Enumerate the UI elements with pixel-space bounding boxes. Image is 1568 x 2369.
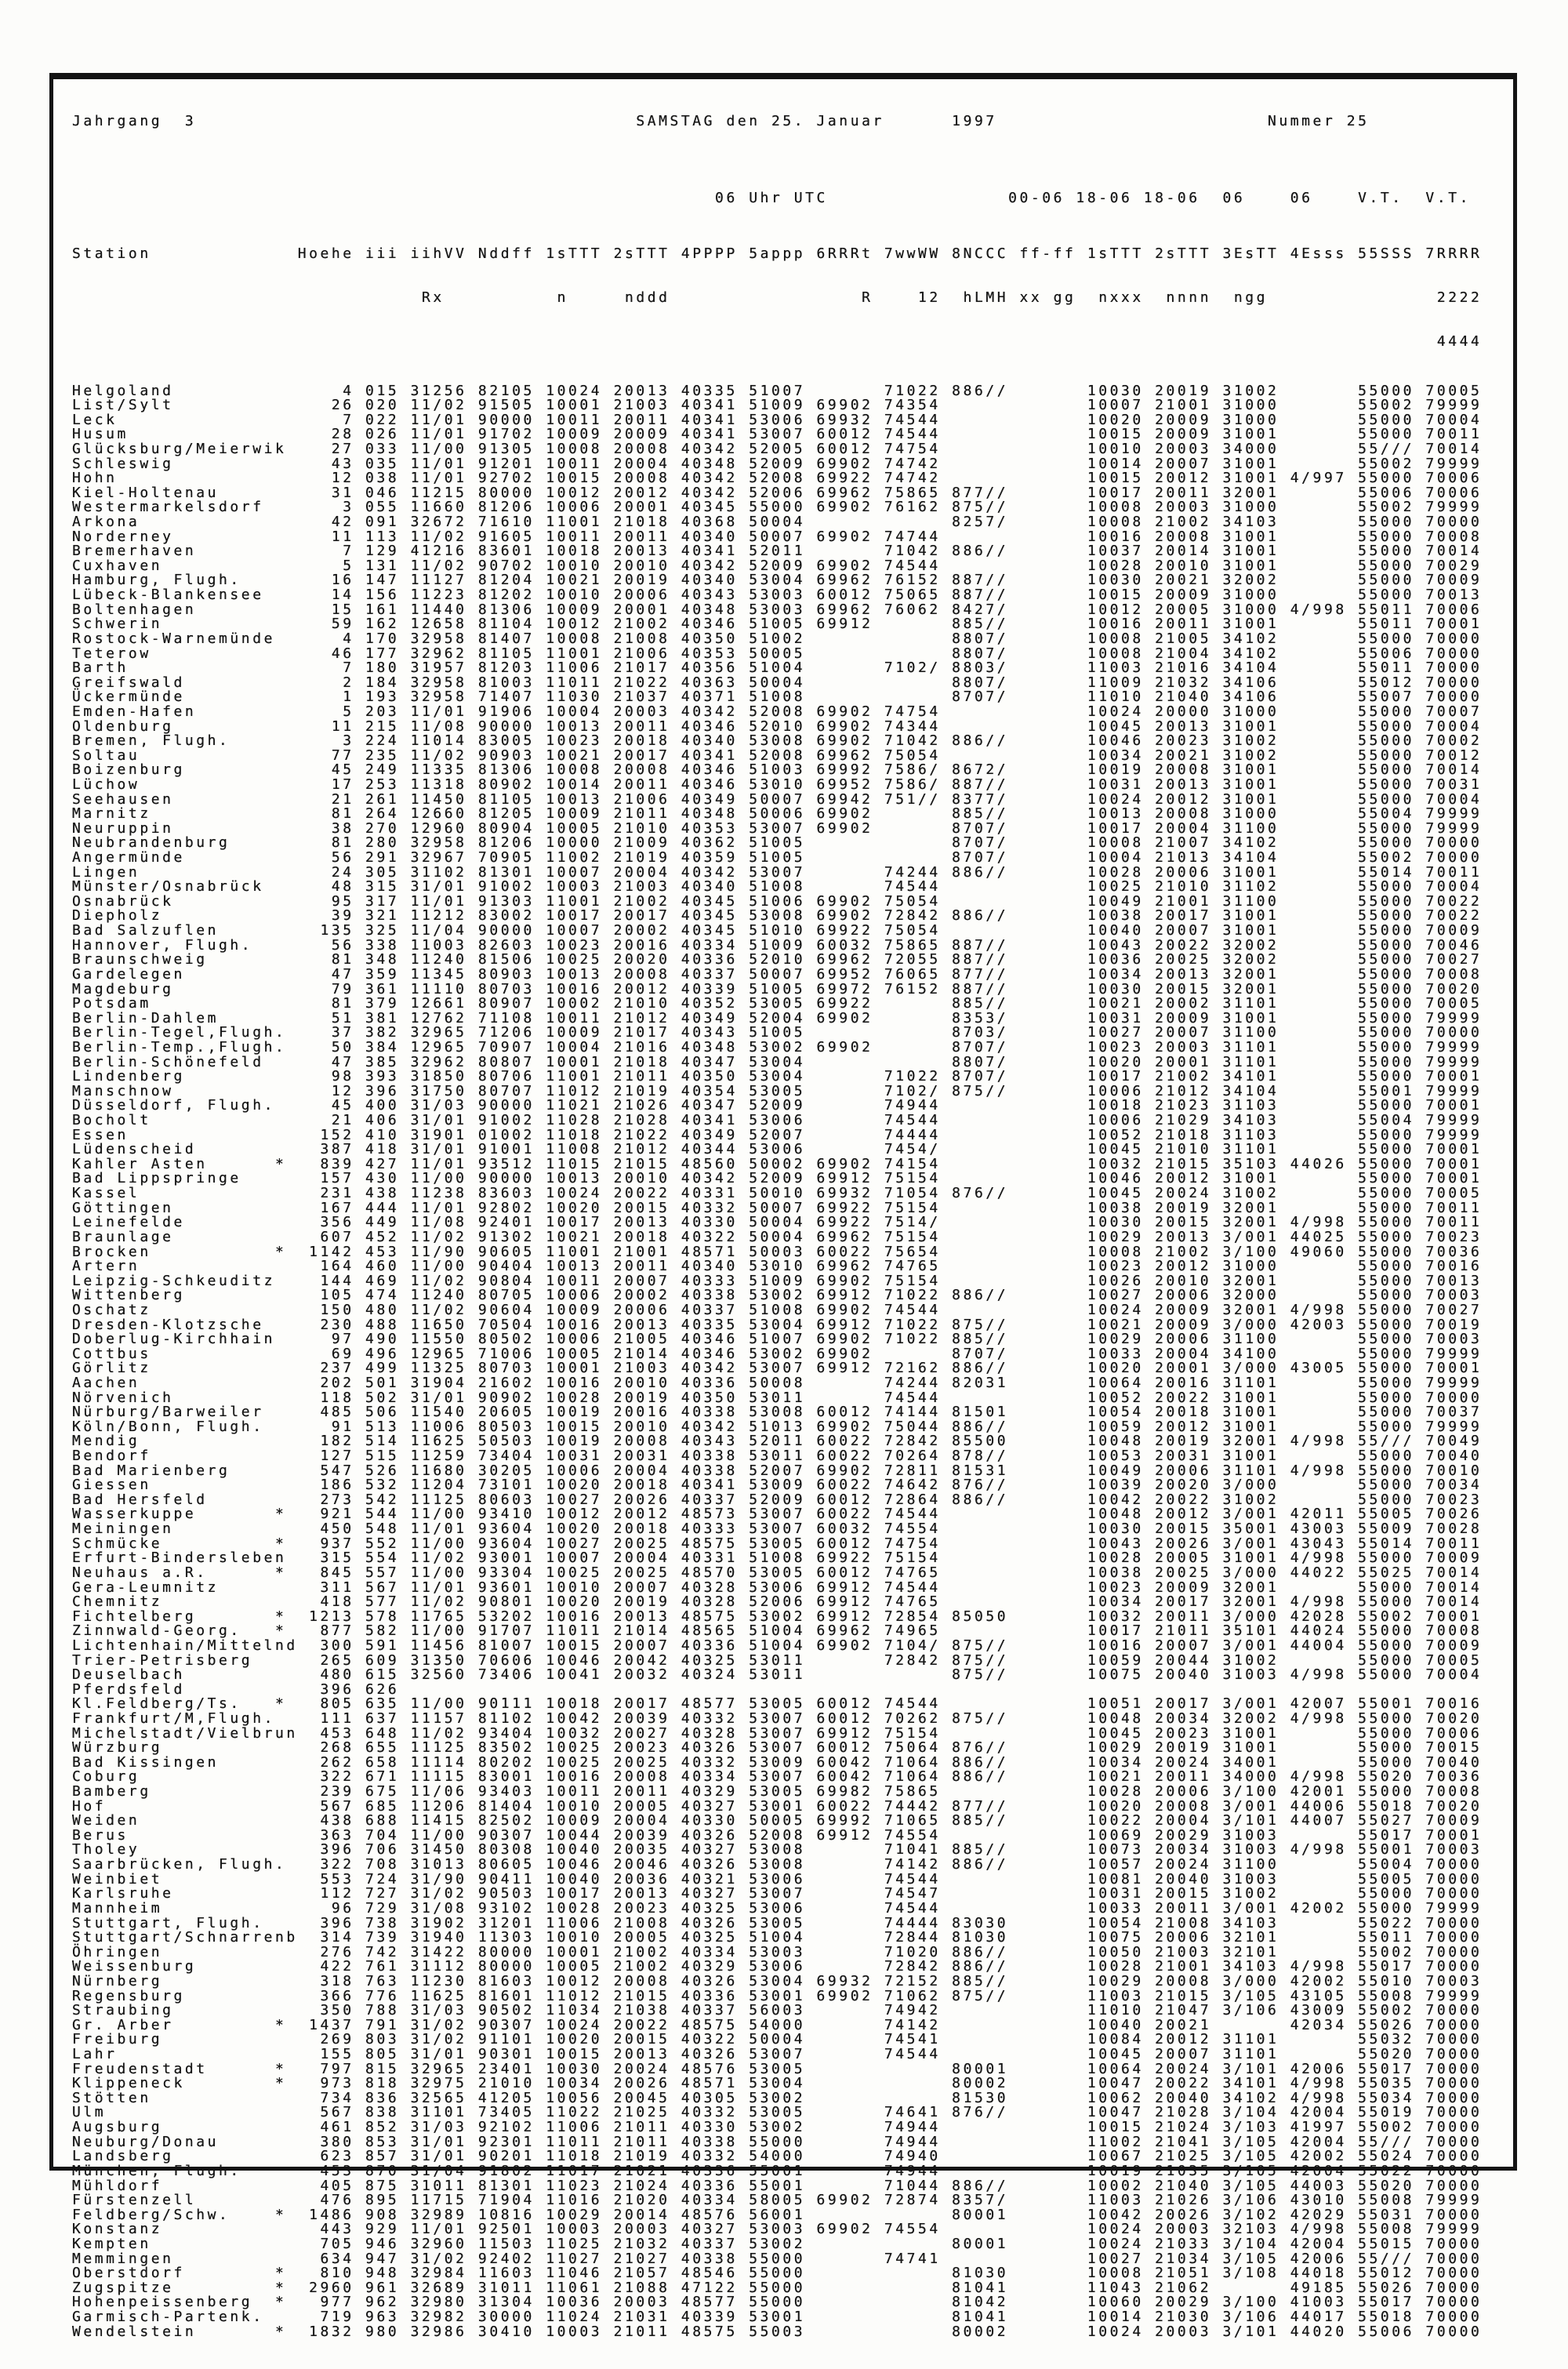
- station-row: Weissenburg 422 761 31112 80000 10005 21002 40329 53006 72842 886// 10028 21001 34103 4/998 55017 70000: [72, 1958, 1483, 1975]
- station-row: Trier-Petrisberg 265 609 31350 70606 10046 20042 40325 53011 72842 875// 10059 20044 31002 55000 70005: [72, 1651, 1483, 1669]
- station-row: Berlin-Temp.,Flugh. 50 384 12965 70907 10004 21016 40348 53002 69902 8707/ 10023 20003 31101 55000 79999: [72, 1038, 1483, 1056]
- station-row: Bremerhaven 7 129 41216 83601 10018 20013 40341 52011 71042 886// 10037 20014 31001 55000 70014: [72, 543, 1483, 560]
- station-row: Pferdsfeld 396 626: [72, 1680, 400, 1698]
- station-row: Frankfurt/M,Flugh. 111 637 11157 81102 10042 20039 40332 53007 60012 70262 875// 10048 20034 32002 4/998 55000 70020: [72, 1710, 1483, 1727]
- station-row: Gardelegen 47 359 11345 80903 10013 20008 40337 50007 69952 76065 877// 10034 20013 32001 55000 70008: [72, 965, 1483, 983]
- station-row: Seehausen 21 261 11450 81105 10013 21006 40349 50007 69942 751// 8377/ 10024 20012 31001 55000 70004: [72, 790, 1483, 808]
- station-row: Konstanz 443 929 11/01 92501 10003 20003 40327 53003 69902 74554 10024 20003 32103 4/998 55008 79999: [72, 2221, 1483, 2238]
- station-row: Gera-Leumnitz 311 567 11/01 93601 10010 20007 40328 53006 69912 74544 10023 20009 32001 55000 70014: [72, 1579, 1483, 1596]
- station-row: Bamberg 239 675 11/06 93403 10011 20011 40329 53005 69982 75865 10028 20006 3/100 42001 55000 70008: [72, 1783, 1483, 1800]
- station-row: München, Flugh. 453 870 31/04 91802 11017 21021 40336 55001 74944 10019 21035 3/105 42004 55022 70000: [72, 2162, 1483, 2179]
- station-row: Lüdenscheid 387 418 31/01 91001 11008 21012 40344 53006 7454/ 10045 21010 31101 55000 70001: [72, 1141, 1483, 1158]
- station-row: Braunschweig 81 348 11240 81506 10025 20020 40336 52010 69962 72055 887// 10036 20025 32002 55000 70027: [72, 951, 1483, 968]
- station-row: Magdeburg 79 361 11110 80703 10016 20012 40339 51005 69972 76152 887// 10030 20015 32001 55000 70020: [72, 980, 1483, 997]
- station-row: Gr. Arber * 1437 791 31/02 90307 10024 20022 48575 54000 74142 10040 20021 42034 55026 70000: [72, 2016, 1483, 2033]
- station-row: Norderney 11 113 11/02 91605 10011 20011 40340 50007 69902 74744 10016 20008 31001 55000 70008: [72, 528, 1483, 545]
- station-row: Greifswald 2 184 32958 81003 11011 21022 40363 50004 8807/ 11009 21032 34106 55012 70000: [72, 674, 1483, 691]
- station-row: Schleswig 43 035 11/01 91201 10011 20004 40348 52009 69902 74742 10014 20007 31001 55002 79999: [72, 455, 1483, 472]
- station-row: Köln/Bonn, Flugh. 91 513 11006 80503 10015 20010 40342 51013 69902 75044 886// 10059 20012 31001 55000 79999: [72, 1418, 1483, 1435]
- station-row: Berlin-Tegel,Flugh. 37 382 32965 71206 10009 21017 40343 51005 8703/ 10027 20007 31100 55000 70000: [72, 1024, 1483, 1041]
- station-row: Klippeneck * 973 818 32975 21010 10034 20026 48571 53004 80002 10047 20022 34101 4/998 55035 70000: [72, 2075, 1483, 2092]
- station-row: Cuxhaven 5 131 11/02 90702 10010 20010 40342 52009 69902 74544 10028 20010 31001 55000 70029: [72, 557, 1483, 574]
- station-row: Aachen 202 501 31904 21602 10016 20010 40336 50008 74244 82031 10064 20016 31101 55000 79999: [72, 1374, 1483, 1391]
- station-row: Leipzig-Schkeuditz 144 469 11/02 90804 10011 20007 40333 51009 69902 75154 10026 20010 32001 55000 70013: [72, 1272, 1483, 1289]
- station-row: Göttingen 167 444 11/01 92802 10020 20015 40332 50007 69922 75154 10038 20019 32001 55000 70011: [72, 1199, 1483, 1216]
- station-row: Michelstadt/Vielbrun 453 648 11/02 93404 10032 20027 40328 53007 69912 75154 10045 20023 31001 55000 70006: [72, 1724, 1483, 1742]
- station-row: Ückermünde 1 193 32958 71407 11030 21037 40371 51008 8707/ 11010 21040 34106 55007 70000: [72, 689, 1483, 706]
- station-row: Doberlug-Kirchhain 97 490 11550 80502 10006 21005 40346 51007 69902 71022 885// 10029 20006 31100 55000 70003: [72, 1331, 1483, 1348]
- station-row: Glücksburg/Meierwik 27 033 11/00 91305 10008 20008 40342 52005 60012 74754 10010 20003 34000 55/// 70014: [72, 440, 1483, 457]
- station-row: Rostock-Warnemünde 4 170 32958 81407 10008 21008 40350 51002 8807/ 10008 21005 34102 55000 70000: [72, 630, 1483, 647]
- station-row: Lingen 24 305 31102 81301 10007 20004 40342 53007 74244 886// 10028 20006 31001 55014 70011: [72, 863, 1483, 881]
- station-row: Arkona 42 091 32672 71610 11001 21018 40368 50004 8257/ 10008 21002 34103 55000 70000: [72, 514, 1483, 531]
- station-row: Fürstenzell 476 895 11715 71904 11016 21020 40334 58005 69902 72874 8357/ 11003 21026 3/106 43010 55008 79999: [72, 2192, 1483, 2209]
- station-row: Kl.Feldberg/Ts. * 805 635 11/00 90111 10018 20017 48577 53005 60012 74544 10051 20017 3/001 42007 55001 70016: [72, 1695, 1483, 1713]
- station-row: Lahr 155 805 31/01 90301 10015 20013 40326 53007 74544 10045 20007 31101 55020 70000: [72, 2046, 1483, 2063]
- station-row: Oschatz 150 480 11/02 90604 10009 20006 40337 51008 69902 74544 10024 20009 32001 4/998 55000 70027: [72, 1301, 1483, 1318]
- station-row: Neuhaus a.R. * 845 557 11/00 93304 10025 20025 48570 53005 60012 74765 10038 20025 3/000 44022 55025 70014: [72, 1564, 1483, 1581]
- station-row: Hannover, Flugh. 56 338 11003 82603 10023 20016 40334 51009 60032 75865 887// 10043 20022 32002 55000 70046: [72, 936, 1483, 954]
- station-row: Hohenpeissenberg * 977 962 32980 31304 10036 20003 48577 55000 81042 10060 20029 3/100 41003 55017 70000: [72, 2294, 1483, 2311]
- station-row: Barth 7 180 31957 81203 11006 21017 40356 51004 7102/ 8803/ 11003 21016 34104 55011 70000: [72, 659, 1483, 677]
- station-row: Münster/Osnabrück 48 315 31/01 91002 10003 21003 40340 51008 74544 10025 21010 31102 55000 70004: [72, 878, 1483, 896]
- station-row: Wasserkuppe * 921 544 11/00 93410 10012 20012 48573 53007 60022 74544 10048 20012 3/001 42011 55005 70026: [72, 1506, 1483, 1523]
- station-row: Mannheim 96 729 31/08 93102 10028 20023 40325 53006 74544 10033 20011 3/001 42002 55000 79999: [72, 1899, 1483, 1917]
- station-row: Bremen, Flugh. 3 224 11014 83005 10023 20018 40340 53008 69902 71042 886// 10046 20023 31002 55000 70002: [72, 732, 1483, 750]
- station-row: Wendelstein * 1832 980 32986 30410 10003 21011 48575 55003 80002 10024 20003 3/101 44020 55006 70000: [72, 2323, 1483, 2340]
- station-row: Husum 28 026 11/01 91702 10009 20009 40341 53007 60012 74544 10015 20009 31001 55000 70011: [72, 426, 1483, 443]
- station-row: Nürnberg 318 763 11230 81603 10012 20008 40326 53004 69932 72152 885// 10029 20008 3/000 42002 55010 70003: [72, 1972, 1483, 1989]
- station-row: Tholey 396 706 31450 80308 10040 20035 40327 53008 71041 885// 10073 20034 31003 4/998 55001 70003: [72, 1841, 1483, 1859]
- station-row: List/Sylt 26 020 11/02 91505 10001 21003 40341 51009 69902 74354 10007 21001 31000 55002 79999: [72, 397, 1483, 414]
- station-row: Landsberg 623 857 31/01 90201 11018 21019 40332 54000 74940 10067 21025 3/105 42002 55024 70000: [72, 2148, 1483, 2165]
- station-row: Schwerin 59 162 12658 81104 10012 21002 40346 51005 69912 885// 10016 20011 31001 55011 70001: [72, 616, 1483, 633]
- header-subcolumns-line: Rx n nddd R 12 hLMH xx gg nxxx nnnn ngg 2222: [72, 289, 1483, 306]
- station-row: Würzburg 268 655 11125 83502 10025 20023 40326 53007 60012 75064 876// 10029 20019 31001 55000 70015: [72, 1739, 1483, 1757]
- station-row: Stötten 734 836 32565 41205 10056 20045 40305 53002 81530 10062 20040 34102 4/998 55034 70000: [72, 2089, 1483, 2106]
- station-row: Stuttgart, Flugh. 396 738 31902 31201 11006 21008 40326 53005 74444 83030 10054 21008 34103 55022 70000: [72, 1914, 1483, 1931]
- station-row: Hamburg, Flugh. 16 147 11127 81204 10021 20019 40340 53004 69962 76152 887// 10030 20021 32002 55000 70009: [72, 572, 1483, 589]
- station-row: Neuruppin 38 270 12960 80904 10005 21010 40353 53007 69902 8707/ 10017 20004 31100 55000 79999: [72, 819, 1483, 837]
- station-row: Berlin-Schönefeld 47 385 32962 80807 10001 21018 40347 53004 8807/ 10020 20001 31101 55000 79999: [72, 1053, 1483, 1070]
- station-row: Oldenburg 11 215 11/08 90000 10013 20011 40346 52010 69902 74344 10045 20013 31001 55000 70004: [72, 718, 1483, 735]
- station-row: Berus 363 704 11/00 90307 10044 20039 40326 52008 69912 74554 10069 20029 31003 55017 70001: [72, 1826, 1483, 1844]
- station-row: Soltau 77 235 11/02 90903 10021 20017 40341 52008 69962 75054 10034 20021 31002 55000 70012: [72, 747, 1483, 764]
- station-row: Lüchow 17 253 11318 80902 10014 20011 40346 53010 69952 7586/ 887// 10031 20013 31001 55000 70031: [72, 776, 1483, 793]
- bulletin-frame: [49, 73, 1517, 2340]
- station-row: Stuttgart/Schnarrenb 314 739 31940 11303 10010 20005 40325 51004 72844 81030 10075 20006 32101 55011 70000: [72, 1929, 1483, 1946]
- station-row: Kempten 705 946 32960 11503 11025 21032 40337 53002 80001 10024 21033 3/104 42004 55015 70000: [72, 2235, 1483, 2252]
- station-row: Feldberg/Schw. * 1486 908 32989 10816 10029 20014 48576 56001 80001 10042 20026 3/102 42029 55031 70000: [72, 2206, 1483, 2223]
- station-row: Lübeck-Blankensee 14 156 11223 81202 10010 20006 40343 53003 60012 75065 887// 10015 20009 31000 55000 70013: [72, 587, 1483, 604]
- station-row: Manschnow 12 396 31750 80707 11012 21019 40354 53005 7102/ 875// 10006 21012 34104 55001 79999: [72, 1082, 1483, 1099]
- station-row: Lindenberg 98 393 31850 80706 11001 21011 40350 53004 71022 8707/ 10017 21002 34101 55000 70001: [72, 1068, 1483, 1085]
- station-row: Wittenberg 105 474 11240 80705 10006 20002 40338 53002 69912 71022 886// 10027 20006 32000 55000 70003: [72, 1287, 1483, 1304]
- station-row: Coburg 322 671 11115 83001 10016 20008 40334 53007 60042 71064 886// 10021 20011 34000 4/998 55020 70036: [72, 1768, 1483, 1786]
- station-row: Bocholt 21 406 31/01 91002 11028 21028 40341 53006 74544 10006 21029 34103 55004 79999: [72, 1112, 1483, 1129]
- masthead-line: Jahrgang 3 SAMSTAG den 25. Januar 1997 Nummer 25: [72, 113, 1370, 130]
- station-row: Helgoland 4 015 31256 82105 10024 20013 40335 51007 71022 886// 10030 20019 31002 55000 70005: [72, 382, 1483, 399]
- station-row: Brocken * 1142 453 11/90 90605 11001 21001 48571 50003 60022 75654 10008 21002 3/100 49060 55000 70036: [72, 1243, 1483, 1260]
- station-row: Memmingen 634 947 31/02 92402 11027 21027 40338 55000 74741 10027 21034 3/105 42006 55/// 70000: [72, 2250, 1483, 2267]
- station-row: Freiburg 269 803 31/02 91101 10020 20015 40322 50004 74541 10084 20012 31101 55032 70000: [72, 2031, 1483, 2048]
- station-row: Leck 7 022 11/01 90000 10011 20011 40341 53006 69932 74544 10020 20009 31000 55000 70004: [72, 411, 1483, 428]
- station-row: Hohn 12 038 11/01 92702 10015 20008 40342 52008 69922 74742 10015 20012 31001 4/997 55000 70006: [72, 470, 1483, 487]
- station-row: Oberstdorf * 810 948 32984 11603 11046 21057 48546 55000 81030 10008 21051 3/108 44018 55012 70000: [72, 2265, 1483, 2282]
- station-row: Neuburg/Donau 380 853 31/01 92301 11011 21011 40338 55000 74944 11002 21041 3/105 42004 55/// 70000: [72, 2133, 1483, 2150]
- station-row: Weinbiet 553 724 31/90 90411 10040 20036 40321 53006 74544 10081 20040 31003 55005 70000: [72, 1870, 1483, 1888]
- station-row: Regensburg 366 776 11625 81601 11012 21015 40336 53001 69902 71062 875// 11003 21015 3/105 43105 55008 79999: [72, 1987, 1483, 2004]
- station-row: Essen 152 410 31901 01002 11018 21022 40349 52007 74444 10052 21018 31103 55000 79999: [72, 1126, 1483, 1143]
- station-row: Erfurt-Bindersleben 315 554 11/02 93001 10007 20004 40331 51008 69922 75154 10028 20005 31001 4/998 55000 70009: [72, 1550, 1483, 1567]
- header-subcolumns-line-2: 4444: [72, 332, 1483, 350]
- station-row: Giessen 186 532 11204 73101 10020 20018 40341 53009 60022 74642 876// 10039 20020 3/000 55000 70034: [72, 1477, 1483, 1494]
- station-row: Görlitz 237 499 11325 80703 10001 21003 40342 53007 69912 72162 886// 10020 20001 3/000 43005 55000 70001: [72, 1360, 1483, 1377]
- station-row: Hof 567 685 11206 81404 10010 20005 40327 53001 60022 74442 877// 10020 20008 3/001 44006 55018 70020: [72, 1797, 1483, 1815]
- station-table: [72, 384, 1510, 2340]
- station-row: Lichtenhain/Mittelnd 300 591 11456 81007 10015 20007 40336 51004 69902 7104/ 875// 10016 20007 3/001 44004 55000 70009: [72, 1637, 1483, 1654]
- station-row: Kassel 231 438 11238 83603 10024 20022 40331 50010 69932 71054 876// 10045 20024 31002 55000 70005: [72, 1185, 1483, 1202]
- station-row: Düsseldorf, Flugh. 45 400 31/03 90000 11021 21026 40347 52009 74944 10018 21023 31103 55000 70001: [72, 1097, 1483, 1114]
- station-row: Boltenhagen 15 161 11440 81306 10009 20001 40348 53003 69962 76062 8427/ 10012 20005 31000 4/998 55011 70006: [72, 601, 1483, 618]
- station-row: Fichtelberg * 1213 578 11765 53202 10016 20013 48575 53002 69912 72854 85050 10032 20011 3/000 42028 55002 70001: [72, 1608, 1483, 1625]
- station-row: Diepholz 39 321 11212 83002 10017 20017 40345 53008 69902 72842 886// 10038 20017 31001 55000 70022: [72, 907, 1483, 925]
- station-row: Schmücke * 937 552 11/00 93604 10027 20025 48575 53005 60012 74754 10043 20026 3/001 43043 55014 70011: [72, 1535, 1483, 1552]
- station-row: Mendig 182 514 11625 50503 10019 20008 40343 52011 60022 72842 85500 10048 20019 32001 4/998 55/// 70049: [72, 1433, 1483, 1450]
- header-utc-periods-line: 06 Uhr UTC 00-06 18-06 18-06 06 06 V.T. V.T.: [72, 190, 1471, 207]
- station-row: Bad Lippspringe 157 430 11/00 90000 10013 20010 40342 52009 69912 75154 10046 20012 31001 55000 70001: [72, 1170, 1483, 1187]
- station-row: Emden-Hafen 5 203 11/01 91906 10004 20003 40342 52008 69902 74754 10024 20000 31000 55000 70007: [72, 703, 1483, 720]
- station-row: Kiel-Holtenau 31 046 11215 80000 10012 20012 40342 52006 69962 75865 877// 10017 20011 32001 55006 70006: [72, 484, 1483, 501]
- station-row: Boizenburg 45 249 11335 81306 10008 20008 40346 51003 69992 7586/ 8672/ 10019 20008 31001 55000 70014: [72, 761, 1483, 779]
- station-row: Nörvenich 118 502 31/01 90902 10028 20019 40350 53011 74544 10052 20022 31001 55000 70000: [72, 1389, 1483, 1406]
- station-row: Karlsruhe 112 727 31/02 90503 10017 20013 40327 53007 74547 10031 20015 31002 55000 70000: [72, 1885, 1483, 1902]
- station-row: Garmisch-Partenk. 719 963 32982 30000 11024 21031 40339 53001 81041 10014 21030 3/106 44017 55018 70000: [72, 2308, 1483, 2325]
- station-row: Nürburg/Barweiler 485 506 11540 20605 10019 20016 40338 53008 60012 74144 81501 10054 20018 31001 55000 70037: [72, 1404, 1483, 1421]
- station-row: Leinefelde 356 449 11/08 92401 10017 20013 40330 50004 69922 7514/ 10030 20015 32001 4/998 55000 70011: [72, 1214, 1483, 1231]
- bulletin-content: [72, 85, 1510, 2340]
- station-row: Marnitz 81 264 12660 81205 10009 21011 40348 50006 69902 885// 10013 20008 31000 55004 79999: [72, 805, 1483, 823]
- station-row: Freudenstadt * 797 815 32965 23401 10030 20024 48576 53005 80001 10064 20024 3/101 42006 55017 70000: [72, 2060, 1483, 2077]
- station-row: Osnabrück 95 317 11/01 91303 11001 21002 40345 51006 69902 75054 10049 21001 31100 55000 70022: [72, 892, 1483, 910]
- station-row: Neubrandenburg 81 280 32958 81206 10000 21009 40362 51005 8707/ 10008 21007 34102 55000 70000: [72, 834, 1483, 852]
- station-row: Weiden 438 688 11415 82502 10009 20004 40330 50005 69992 71065 885// 10022 20004 3/101 44007 55027 70009: [72, 1812, 1483, 1829]
- station-row: Teterow 46 177 32962 81105 11001 21006 40353 50005 8807/ 10008 21004 34102 55006 70000: [72, 645, 1483, 662]
- station-row: Straubing 350 788 31/03 90502 11034 21038 40337 56003 74942 11010 21047 3/106 43009 55002 70000: [72, 2002, 1483, 2019]
- header-columns-line: Station Hoehe iii iihVV Nddff 1sTTT 2sTTT 4PPPP 5appp 6RRRt 7wwWW 8NCCC ff-ff 1sTTT 2sTTT 3EsTT 4Esss 55SSS 7RRRR: [72, 245, 1483, 262]
- station-row: Bad Salzuflen 135 325 11/04 90000 10007 20002 40345 51010 69922 75054 10040 20007 31001 55000 70009: [72, 922, 1483, 939]
- station-row: Braunlage 607 452 11/02 91302 10021 20018 40322 50004 69962 75154 10029 20013 3/001 44025 55000 70023: [72, 1228, 1483, 1245]
- station-row: Berlin-Dahlem 51 381 12762 71108 10011 21012 40349 52004 69902 8353/ 10031 20009 31001 55000 79999: [72, 1009, 1483, 1026]
- station-row: Saarbrücken, Flugh. 322 708 31013 80605 10046 20046 40326 53008 74142 886// 10057 20024 31100 55004 70000: [72, 1856, 1483, 1873]
- station-row: Cottbus 69 496 12965 71006 10005 21014 40346 53002 69902 8707/ 10033 20004 34100 55000 79999: [72, 1345, 1483, 1362]
- station-row: Zinnwald-Georg. * 877 582 11/00 91707 11011 21014 48565 51004 69962 74965 10017 21011 35101 44024 55000 70008: [72, 1622, 1483, 1640]
- station-row: Bad Hersfeld 273 542 11125 80603 10027 20026 40337 52009 60012 72864 886// 10042 20022 31002 55000 70023: [72, 1491, 1483, 1508]
- station-row: Dresden-Klotzsche 230 488 11650 70504 10016 20013 40335 53004 69912 71022 875// 10021 20009 3/000 42003 55000 70019: [72, 1316, 1483, 1333]
- station-row: Westermarkelsdorf 3 055 11660 81206 10006 20001 40345 55000 69902 76162 875// 10008 20003 31000 55002 79999: [72, 499, 1483, 516]
- station-row: Artern 164 460 11/00 90404 10013 20011 40340 53010 69962 74765 10023 20012 31000 55000 70016: [72, 1258, 1483, 1275]
- station-row: Kahler Asten * 839 427 11/01 93512 11015 21015 48560 50002 69902 74154 10032 21015 35103 44026 55000 70001: [72, 1155, 1483, 1172]
- station-row: Augsburg 461 852 31/03 92102 11006 21011 40330 53002 74944 10015 21024 3/103 41997 55002 70000: [72, 2119, 1483, 2136]
- station-row: Angermünde 56 291 32967 70905 11002 21019 40359 51005 8707/ 10004 21013 34104 55002 70000: [72, 849, 1483, 867]
- station-row: Bad Marienberg 547 526 11680 30205 10006 20004 40338 52007 69902 72811 81531 10049 20006 31101 4/998 55000 70010: [72, 1462, 1483, 1479]
- station-row: Potsdam 81 379 12661 80907 10002 21010 40352 53005 69922 885// 10021 20002 31101 55000 70005: [72, 995, 1483, 1012]
- station-row: Bad Kissingen 262 658 11114 80202 10025 20025 40332 53009 60042 71064 886// 10034 20024 34001 55000 70040: [72, 1753, 1483, 1771]
- station-row: Öhringen 276 742 31422 80000 10001 21002 40334 53003 71020 886// 10050 21003 32101 55002 70000: [72, 1943, 1483, 1960]
- station-row: Mühldorf 405 875 31011 81301 11023 21024 40336 55001 71044 886// 10002 21040 3/105 44003 55020 70000: [72, 2177, 1483, 2194]
- station-row: Bendorf 127 515 11259 73404 10031 20031 40338 53011 60022 70264 878// 10053 20031 31001 55000 70040: [72, 1448, 1483, 1465]
- station-row: Ulm 567 838 31101 73405 11022 21025 40332 53005 74641 876// 10047 21028 3/104 42004 55019 70000: [72, 2104, 1483, 2121]
- station-row: Meiningen 450 548 11/01 93604 10020 20018 40333 53007 60032 74554 10030 20015 35001 43003 55009 70028: [72, 1521, 1483, 1538]
- station-row: Zugspitze * 2960 961 32689 31011 11061 21088 47122 55000 81041 11043 21062 49185 55026 70000: [72, 2279, 1483, 2296]
- station-row: Deuselbach 480 615 32560 73406 10041 20032 40324 53011 875// 10075 20040 31003 4/998 55000 70004: [72, 1666, 1483, 1684]
- station-row: Chemnitz 418 577 11/02 90801 10020 20019 40328 52006 69912 74765 10034 20017 32001 4/998 55000 70014: [72, 1593, 1483, 1611]
